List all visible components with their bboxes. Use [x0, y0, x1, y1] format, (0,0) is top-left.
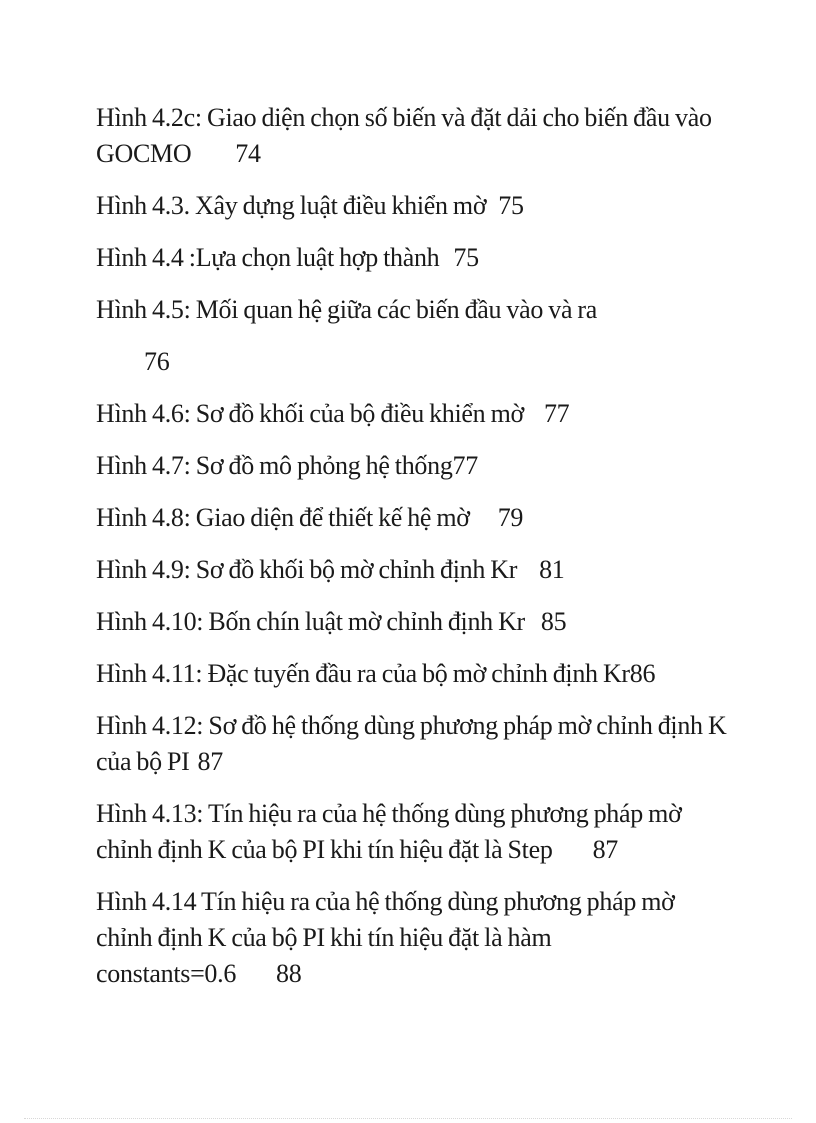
entry-caption: Hình 4.4 :Lựa chọn luật hợp thành: [96, 243, 440, 272]
entry-page-number: 88: [276, 959, 302, 988]
entry-caption: Hình 4.13: Tín hiệu ra của hệ thống dùng phương pháp mờ chỉnh định K của bộ PI khi tín hiệu đặt là Step: [96, 799, 682, 864]
entry-caption: Hình 4.14 Tín hiệu ra của hệ thống dùng phương pháp mờ chỉnh định K của bộ PI khi tín hiệu đặt là hàm constants=0.6: [96, 887, 675, 988]
list-item-fig-4-2c: [96, 100, 736, 172]
entry-caption: Hình 4.7: Sơ đồ mô phỏng hệ thống: [96, 451, 453, 480]
list-item-fig-4-12: [96, 708, 736, 780]
entry-page-number: 75: [453, 243, 479, 272]
entry-page-number: 85: [540, 607, 567, 636]
entry-caption: Hình 4.2c: Giao diện chọn số biến và đặt dải cho biến đầu vào GOCMO: [96, 103, 712, 168]
page-bottom-divider: [24, 1118, 792, 1119]
entry-caption: Hình 4.3. Xây dựng luật điều khiển mờ: [96, 191, 487, 220]
list-item-fig-4-9: [96, 552, 736, 588]
list-item-fig-4-13: [96, 796, 736, 868]
entry-page-number: 76: [144, 347, 170, 376]
entry-caption: Hình 4.9: Sơ đồ khối bộ mờ chỉnh định Kr: [96, 555, 518, 584]
list-item-fig-4-7: [96, 448, 736, 484]
entry-caption: Hình 4.8: Giao diện để thiết kế hệ mờ: [96, 503, 470, 532]
entry-page-number: 74: [235, 139, 261, 168]
list-item-fig-4-14: [96, 884, 736, 992]
entry-page-number: 86: [629, 659, 656, 688]
entry-caption: Hình 4.5: Mối quan hệ giữa các biến đầu vào và ra: [96, 295, 598, 324]
list-item-fig-4-6: [96, 396, 736, 432]
list-item-fig-4-4: [96, 240, 736, 276]
entry-caption: Hình 4.11: Đặc tuyến đầu ra của bộ mờ chỉnh định Kr: [96, 659, 630, 688]
entry-page-number: 81: [539, 555, 565, 584]
list-item-fig-4-8: [96, 500, 736, 536]
list-item-fig-4-10: [96, 604, 736, 640]
list-item-fig-4-3: [96, 188, 736, 224]
list-item-fig-4-5: [96, 292, 736, 380]
entry-page-number: 77: [452, 451, 478, 480]
entry-page-number: 87: [197, 747, 223, 776]
entry-page-number: 79: [497, 503, 524, 532]
entry-page-number: 77: [543, 399, 570, 428]
list-item-fig-4-11: [96, 656, 736, 692]
entry-caption: Hình 4.12: Sơ đồ hệ thống dùng phương pháp mờ chỉnh định K của bộ PI: [96, 711, 727, 776]
entry-caption: Hình 4.10: Bốn chín luật mờ chỉnh định Kr: [96, 607, 525, 636]
entry-page-number: 87: [592, 835, 618, 864]
entry-caption: Hình 4.6: Sơ đồ khối của bộ điều khiển mờ: [96, 399, 524, 428]
figure-list: [96, 100, 736, 1008]
entry-page-number: 75: [498, 191, 524, 220]
